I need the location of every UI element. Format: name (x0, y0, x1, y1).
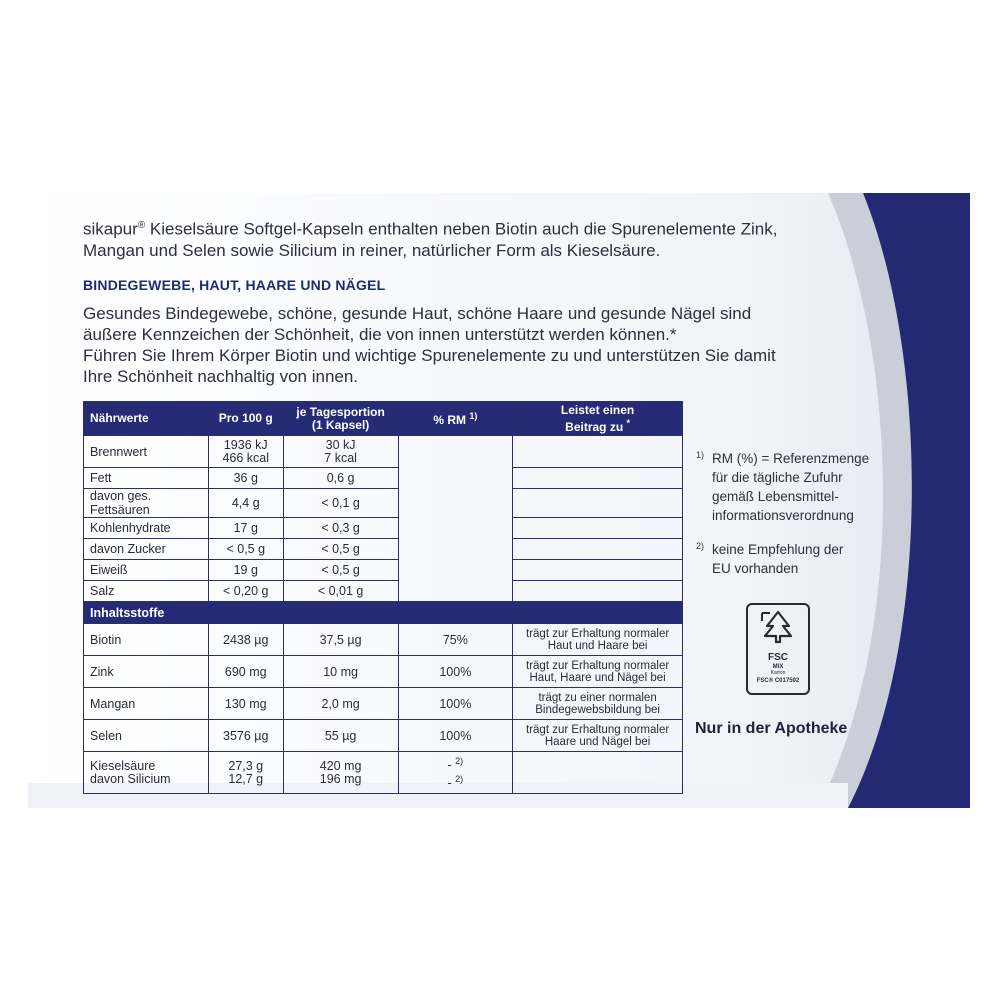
row-name: Biotin (84, 624, 209, 656)
fsc-logo (746, 603, 810, 695)
table-row (84, 752, 683, 794)
header-leistet-note: * (626, 417, 631, 428)
cell-value: 196 mg (319, 771, 362, 786)
cell-serving: < 0,01 g (283, 581, 398, 602)
footnote-line: informationsverordnung (712, 508, 854, 523)
header-rm (398, 402, 513, 436)
header-leistet-line1: Leistet einen (560, 402, 635, 417)
row-name-line: davon Silicium (90, 771, 171, 786)
cell-rm-empty (398, 436, 513, 602)
claim-line: Bindegewebsbildung bei (535, 703, 660, 716)
cell-empty (513, 468, 683, 489)
fsc-label: FSC (768, 652, 788, 663)
claim-line: Haare und Nägel bei (544, 735, 651, 748)
fsc-karton: Karton (770, 670, 786, 676)
footnote-line: für die tägliche Zufuhr (712, 470, 843, 485)
cell-value: 1936 kJ (223, 437, 268, 452)
footnote-line: gemäß Lebensmittel- (712, 489, 839, 504)
intro-text (83, 215, 803, 261)
row-name: Zink (84, 656, 209, 688)
row-name: davon ges. Fettsäuren (84, 489, 209, 518)
footnote-1 (696, 449, 869, 525)
header-rm-note: 1) (469, 411, 478, 421)
package-panel (28, 193, 970, 808)
row-name: Kohlenhydrate (84, 518, 209, 539)
row-name (84, 752, 209, 794)
section-heading: BINDEGEWEBE, HAUT, HAARE UND NÄGEL (83, 277, 386, 293)
footnote-line: EU vorhanden (712, 561, 799, 576)
footnote-line: RM (%) = Referenzmenge (712, 451, 870, 466)
cell-value: 420 mg (319, 758, 362, 773)
cell-empty (513, 539, 683, 560)
fsc-tree-icon (758, 609, 798, 645)
cell-serving: < 0,5 g (283, 560, 398, 581)
cell-serving: 37,5 µg (283, 624, 398, 656)
header-pro100: Pro 100 g (208, 402, 283, 436)
footnote-line: keine Empfehlung der (712, 542, 844, 557)
cell-per100: 17 g (208, 518, 283, 539)
cell-rm: 100% (398, 688, 513, 720)
cell-serving (283, 752, 398, 794)
cell-empty (513, 436, 683, 468)
footnote-marker: 1) (696, 450, 705, 460)
cell-per100 (208, 752, 283, 794)
cell-note: 2) (455, 756, 464, 767)
footnote-marker: 2) (696, 541, 705, 551)
footnote-2 (696, 540, 843, 578)
table-row (84, 688, 683, 720)
cell-serving: < 0,3 g (283, 518, 398, 539)
cell-serving: < 0,5 g (283, 539, 398, 560)
table-row (84, 560, 683, 581)
intro-body: Kieselsäure Softgel-Kapseln enthalten neben Biotin auch die Spurenelemente Zink, Mangan und Selen sowie Silicium in reiner, natürlicher Form als Kieselsäure. (83, 219, 778, 260)
cell-serving: 0,6 g (283, 468, 398, 489)
row-name: davon Zucker (84, 539, 209, 560)
cell-claim (513, 624, 683, 656)
brand-name: sikapur (83, 219, 138, 239)
header-tagesportion (283, 402, 398, 436)
cell-per100: 4,4 g (208, 489, 283, 518)
cell-note: 2) (455, 773, 464, 784)
cell-empty (513, 560, 683, 581)
cell-per100 (208, 436, 283, 468)
cell-per100: 3576 µg (208, 720, 283, 752)
claim-line: Haut, Haare und Nägel bei (529, 671, 666, 684)
cell-claim (513, 656, 683, 688)
cell-claim (513, 688, 683, 720)
cell-serving (283, 436, 398, 468)
row-name: Mangan (84, 688, 209, 720)
cell-rm: 75% (398, 624, 513, 656)
paragraph-line: äußere Kennzeichen der Schönheit, die von innen unterstützt werden können.* (83, 325, 677, 344)
nutrition-table (83, 401, 683, 794)
cell-empty (513, 518, 683, 539)
cell-serving: 55 µg (283, 720, 398, 752)
header-naehrwerte: Nährwerte (84, 402, 209, 436)
paragraph-line: Führen Sie Ihrem Körper Biotin und wichtige Spurenelemente zu und unterstützen Sie damit (83, 346, 776, 365)
cell-value: 12,7 g (228, 771, 264, 786)
cell-serving: 10 mg (283, 656, 398, 688)
cell-value: - (447, 758, 452, 773)
row-name: Brennwert (84, 436, 209, 468)
claim-line: trägt zur Erhaltung normaler (526, 627, 670, 640)
claim-line: trägt zur Erhaltung normaler (526, 659, 670, 672)
section-row-inhaltsstoffe (84, 602, 683, 624)
claim-line: trägt zu einer normalen (538, 691, 657, 704)
section-label: Inhaltsstoffe (84, 602, 683, 624)
cell-serving: 2,0 mg (283, 688, 398, 720)
cell-per100: 130 mg (208, 688, 283, 720)
cell-rm: 100% (398, 720, 513, 752)
cell-value: 30 kJ (325, 437, 356, 452)
table-row (84, 720, 683, 752)
cell-per100: < 0,5 g (208, 539, 283, 560)
cell-value: 466 kcal (222, 450, 270, 465)
fsc-mix: MIX (772, 664, 784, 670)
table-row (84, 468, 683, 489)
cell-value: 27,3 g (228, 758, 264, 773)
paragraph-line: Ihre Schönheit nachhaltig von innen. (83, 367, 359, 386)
fsc-code: FSC® C017592 (756, 678, 800, 684)
registered-mark: ® (137, 220, 146, 231)
table-row (84, 518, 683, 539)
claim-line: trägt zur Erhaltung normaler (526, 723, 670, 736)
header-tages-line2: (1 Kapsel) (311, 417, 370, 432)
cell-serving: < 0,1 g (283, 489, 398, 518)
row-name: Salz (84, 581, 209, 602)
cell-value: - (447, 775, 452, 790)
table-row (84, 581, 683, 602)
table-header-row (84, 402, 683, 436)
row-name: Eiweiß (84, 560, 209, 581)
header-rm-label: % RM (433, 413, 467, 427)
table-row (84, 624, 683, 656)
row-name: Fett (84, 468, 209, 489)
header-leistet-line2: Beitrag zu (565, 419, 624, 434)
pharmacy-only-label: Nur in der Apotheke (695, 720, 848, 737)
row-name: Selen (84, 720, 209, 752)
table-row (84, 489, 683, 518)
cell-empty (513, 581, 683, 602)
cell-per100: 690 mg (208, 656, 283, 688)
table-row (84, 436, 683, 468)
cell-empty (513, 489, 683, 518)
header-tages-line1: je Tagesportion (296, 404, 385, 419)
cell-claim (513, 720, 683, 752)
paragraph-line: Gesundes Bindegewebe, schöne, gesunde Haut, schöne Haare und gesunde Nägel sind (83, 304, 752, 323)
cell-value: 7 kcal (324, 450, 357, 465)
cell-rm: 100% (398, 656, 513, 688)
cell-per100: 36 g (208, 468, 283, 489)
cell-per100: < 0,20 g (208, 581, 283, 602)
cell-per100: 2438 µg (208, 624, 283, 656)
header-leistet (513, 402, 683, 436)
claim-line: Haut und Haare bei (547, 639, 648, 652)
table-row (84, 539, 683, 560)
cell-rm (398, 752, 513, 794)
row-name-line: Kieselsäure (90, 758, 156, 773)
cell-per100: 19 g (208, 560, 283, 581)
benefit-paragraph (83, 303, 803, 387)
table-row (84, 656, 683, 688)
cell-empty (513, 752, 683, 794)
